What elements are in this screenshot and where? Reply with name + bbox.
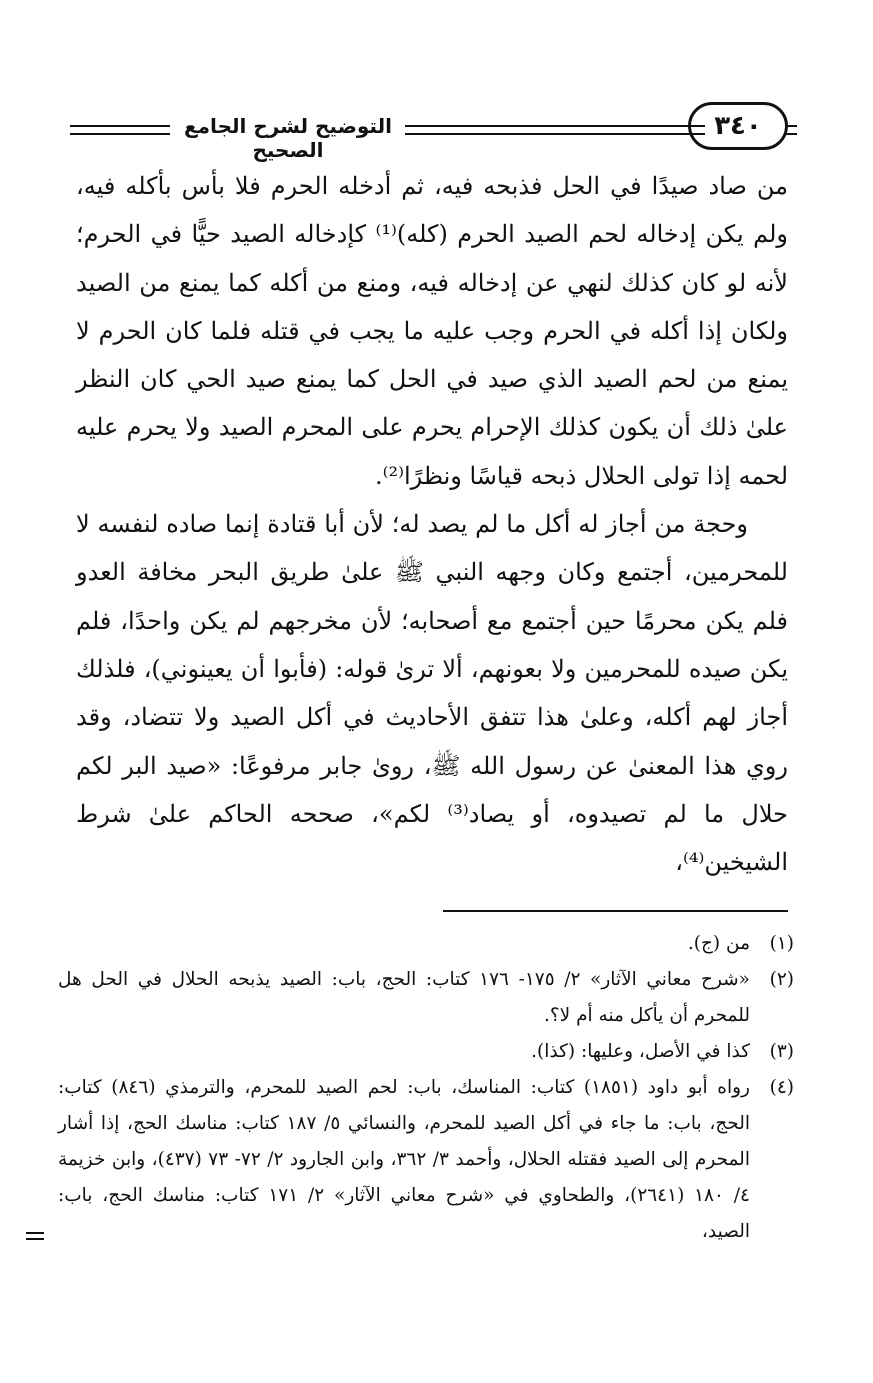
header-rule-end	[785, 125, 797, 135]
continuation-mark	[26, 1232, 44, 1234]
footnote-number: (٢)	[769, 969, 794, 990]
footnote	[58, 1034, 794, 1070]
footnote-text: «شرح معاني الآثار» ٢/ ١٧٥- ١٧٦ كتاب: الحج، باب: الصيد يذبحه الحلال في الحل هل للمحرم أن يأكل منه أم لا؟.	[58, 969, 750, 1026]
footnotes	[58, 926, 794, 1250]
footnote-text: رواه أبو داود (١٨٥١) كتاب: المناسك، باب: لحم الصيد للمحرم، والترمذي (٨٤٦) كتاب: الحج، باب: ما جاء في أكل الصيد للمحرم، والنسائي ٥/ ١٨٧ كتاب: مناسك الحج، إذا أشار المحرم إلى الصيد فقتله الحلال، وأحمد ٣/ ٣٦٢، وابن الجارود ٢/ ٧٢- ٧٣ (٤٣٧)، وابن خزيمة ٤/ ١٨٠ (٢٦٤١)، والطحاوي في «شرح معاني الآثار» ٢/ ١٧١ كتاب: مناسك الحج، باب: الصيد،	[58, 1077, 750, 1242]
header-rule-left	[70, 125, 170, 135]
footnote-number: (٤)	[769, 1077, 794, 1098]
footnote-number: (٣)	[769, 1041, 794, 1062]
main-text	[76, 162, 788, 886]
page-number: ٣٤٠	[688, 102, 788, 150]
paragraph: وحجة من أجاز له أكل ما لم يصد له؛ لأن أبا قتادة إنما صاده لنفسه لا للمحرمين، أجتمع وكان وجهه النبي ﷺ علىٰ طريق البحر مخافة العدو فلم يكن محرمًا حين أجتمع مع أصحابه؛ لأن مخرجهم لم يكن واحدًا، فلم يكن صيده للمحرمين ولا بعونهم، ألا ترىٰ قوله: (فأبوا أن يعينوني)، فلذلك أجاز لهم أكله، وعلىٰ هذا تتفق الأحاديث في أكل الصيد ولا تتضاد، وقد روي هذا المعنىٰ عن رسول الله ﷺ، روىٰ جابر مرفوعًا: «صيد البر لكم حلال ما لم تصيدوه، أو يصاد⁽³⁾ لكم»، صححه الحاكم علىٰ شرط الشيخين⁽⁴⁾،	[76, 510, 788, 877]
footnote	[58, 1070, 794, 1250]
footnote	[58, 926, 794, 962]
footnote-text: كذا في الأصل، وعليها: (كذا).	[531, 1041, 750, 1062]
page-header	[60, 100, 800, 160]
footnote-separator	[443, 910, 788, 912]
footnote	[58, 962, 794, 1034]
header-rule-right	[405, 125, 705, 135]
paragraph: من صاد صيدًا في الحل فذبحه فيه، ثم أدخله الحرم فلا بأس بأكله فيه، ولم يكن إدخاله لحم الصيد الحرم (كله)⁽¹⁾ كإدخاله الصيد حيًّا في الحرم؛ لأنه لو كان كذلك لنهي عن إدخاله فيه، ومنع من أكله كما يمنع من الصيد ولكان إذا أكله في الحرم وجب عليه ما يجب في قتله فلما كان الحرم لا يمنع من لحم الصيد الذي صيد في الحل كما يمنع صيد الحي كان النظر علىٰ ذلك أن يكون كذلك الإحرام يحرم على المحرم الصيد ولا يحرم عليه لحمه إذا تولى الحلال ذبحه قياسًا ونظرًا⁽²⁾.	[76, 172, 789, 490]
footnote-text: من (ج).	[687, 933, 750, 954]
footnote-number: (١)	[769, 933, 794, 954]
running-title: التوضيح لشرح الجامع الصحيح	[184, 114, 392, 162]
